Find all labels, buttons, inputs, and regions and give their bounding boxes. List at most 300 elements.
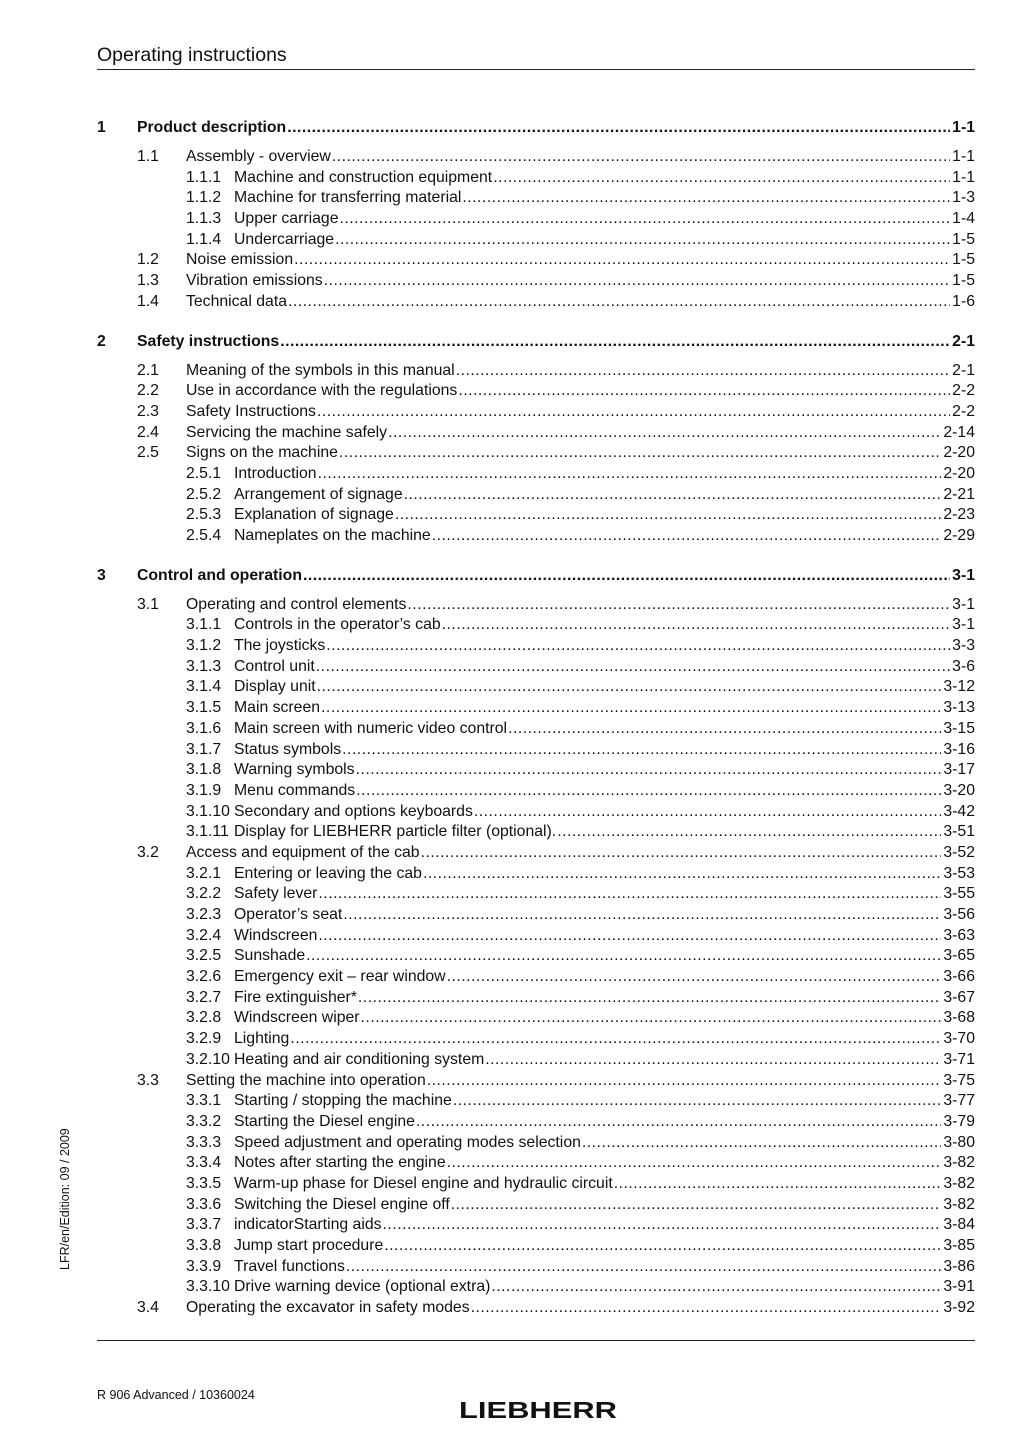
toc-entry-number: 3.2.6	[186, 968, 222, 986]
toc-entry-line	[234, 1133, 975, 1154]
toc-entry[interactable]	[97, 1215, 975, 1236]
toc-entry-page: 1-3	[952, 189, 975, 207]
toc-entry-page: 1-5	[952, 251, 975, 269]
toc-entry[interactable]	[97, 147, 975, 168]
toc-entry-line	[234, 1236, 975, 1257]
toc-dot-leader	[340, 209, 951, 230]
toc-entry[interactable]	[97, 1071, 975, 1092]
toc-dot-leader	[318, 884, 941, 905]
toc-entry-title: Safety lever	[234, 885, 318, 903]
toc-entry[interactable]	[97, 230, 975, 251]
toc-entry-title: Introduction	[234, 464, 317, 482]
toc-dot-leader	[317, 677, 942, 698]
toc-entry-number: 1.1.1	[186, 168, 222, 186]
toc-entry-number: 3.3.3	[186, 1133, 222, 1151]
toc-entry-page: 2-23	[943, 506, 975, 524]
toc-entry-number: 2.3	[137, 402, 159, 420]
toc-entry-line	[234, 188, 975, 209]
toc-entry-page: 1-1	[952, 119, 975, 136]
toc-entry-title: Display for LIEBHERR particle filter (optional).	[234, 823, 557, 841]
toc-entry[interactable]	[97, 636, 975, 657]
toc-entry-number: 3.4	[137, 1299, 159, 1317]
toc-entry[interactable]	[97, 1257, 975, 1278]
toc-entry[interactable]	[97, 443, 975, 464]
toc-entry-line	[234, 822, 975, 843]
toc-entry-number: 2.5.3	[186, 506, 222, 524]
toc-entry-number: 1.2	[137, 251, 159, 269]
toc-entry-line	[186, 423, 975, 444]
header-divider	[97, 69, 975, 70]
toc-dot-leader	[427, 1071, 942, 1092]
toc-entry[interactable]	[97, 1298, 975, 1319]
toc-entry-title: Vibration emissions	[186, 272, 323, 290]
toc-entry-number: 3.2	[137, 843, 159, 861]
toc-entry-number: 2.2	[137, 382, 159, 400]
toc-entry-title: Control unit	[234, 657, 315, 675]
toc-entry-page: 2-2	[952, 382, 975, 400]
toc-entry-page: 2-20	[943, 444, 975, 462]
toc-entry-number: 1.4	[137, 292, 159, 310]
toc-entry-number: 3.3.5	[186, 1174, 222, 1192]
toc-dot-leader	[287, 117, 950, 139]
toc-dot-leader	[356, 781, 941, 802]
toc-entry-line	[186, 361, 975, 382]
toc-entry-title: Operating and control elements	[186, 595, 407, 613]
toc-entry-number: 3.1.5	[186, 699, 222, 717]
toc-entry[interactable]	[97, 1153, 975, 1174]
toc-entry-line	[234, 1008, 975, 1029]
toc-entry-line	[234, 657, 975, 678]
toc-entry-page: 3-1	[952, 595, 975, 613]
toc-dot-leader	[458, 381, 950, 402]
toc-entry-number: 1.1.4	[186, 230, 222, 248]
toc-entry[interactable]	[97, 1091, 975, 1112]
toc-entry-title: Operator’s seat	[234, 906, 343, 923]
toc-entry[interactable]	[97, 1008, 975, 1029]
toc-entry[interactable]	[97, 884, 975, 905]
toc-entry-title: Nameplates on the machine	[234, 527, 431, 544]
toc-entry-line	[186, 595, 975, 616]
toc-dot-leader	[447, 1153, 942, 1174]
toc-entry[interactable]	[97, 802, 975, 823]
toc-entry-title: Setting the machine into operation	[186, 1071, 426, 1089]
toc-entry-page: 3-68	[943, 1009, 975, 1027]
toc-entry-page: 3-77	[943, 1092, 975, 1110]
toc-entry[interactable]	[97, 361, 975, 382]
toc-entry-page: 2-1	[952, 332, 975, 350]
toc-entry[interactable]	[97, 1236, 975, 1257]
toc-entry-line	[234, 1174, 975, 1195]
toc-entry-number: 3.1.2	[186, 637, 222, 655]
toc-entry-line	[186, 292, 975, 313]
toc-entry-title: Access and equipment of the cab	[186, 843, 420, 861]
toc-entry-page: 1-6	[952, 292, 975, 310]
toc-entry[interactable]	[97, 464, 975, 485]
toc-entry-page: 3-85	[943, 1237, 975, 1254]
toc-entry-title: Control and operation	[137, 566, 302, 584]
liebherr-logo	[458, 1398, 618, 1422]
toc-entry-page: 3-63	[943, 926, 975, 944]
toc-entry[interactable]	[97, 292, 975, 313]
toc-entry-page: 3-55	[943, 885, 975, 903]
toc-entry-line	[234, 967, 975, 988]
toc-entry-number: 3.1.7	[186, 740, 222, 758]
toc-entry[interactable]	[97, 331, 975, 353]
toc-entry-page: 3-52	[943, 843, 975, 861]
toc-entry-line	[186, 147, 975, 168]
toc-entry-number: 3.1.4	[186, 678, 222, 696]
toc-entry-page: 1-4	[952, 210, 975, 228]
toc-entry-title: Product description	[137, 119, 287, 136]
toc-entry[interactable]	[97, 677, 975, 698]
toc-entry[interactable]	[97, 402, 975, 423]
toc-dot-leader	[471, 1298, 942, 1319]
toc-entry[interactable]	[97, 822, 975, 843]
toc-entry-title: Starting / stopping the machine	[234, 1092, 452, 1110]
toc-dot-leader	[423, 864, 941, 885]
toc-entry-line	[234, 760, 975, 781]
toc-dot-leader	[343, 905, 941, 926]
toc-dot-leader	[474, 802, 942, 823]
toc-dot-leader	[614, 1174, 942, 1195]
toc-entry-title: Starting the Diesel engine	[234, 1112, 415, 1130]
toc-entry[interactable]	[97, 1195, 975, 1216]
toc-entry-number: 3.2.5	[186, 947, 222, 965]
toc-entry-page: 3-79	[943, 1112, 975, 1130]
toc-entry-line	[186, 1298, 975, 1319]
toc-dot-leader	[453, 1091, 942, 1112]
toc-entry-line	[137, 331, 975, 353]
toc-entry-line	[234, 740, 975, 761]
toc-entry-page: 3-67	[943, 988, 975, 1006]
toc-entry-number: 2.4	[137, 423, 159, 441]
toc-entry[interactable]	[97, 505, 975, 526]
toc-entry-page: 3-13	[943, 699, 975, 717]
toc-entry-page: 3-3	[952, 637, 975, 655]
toc-entry-title: Jump start procedure	[234, 1237, 384, 1254]
toc-entry-line	[186, 1071, 975, 1092]
toc-entry-page: 2-21	[943, 485, 975, 503]
logo-wordmark: LIEBHERR	[459, 1398, 618, 1422]
toc-entry[interactable]	[97, 740, 975, 761]
toc-entry[interactable]	[97, 946, 975, 967]
toc-entry-line	[137, 565, 975, 587]
toc-entry-line	[234, 781, 975, 802]
toc-entry[interactable]	[97, 1277, 975, 1298]
toc-entry-title: Travel functions	[234, 1257, 345, 1275]
toc-entry-number: 3.1.8	[186, 761, 222, 779]
toc-dot-leader	[321, 698, 941, 719]
toc-entry-line	[234, 464, 975, 485]
toc-entry-title: Machine and construction equipment	[234, 168, 493, 186]
toc-entry-number: 3.3.4	[186, 1154, 222, 1172]
toc-entry-page: 2-20	[943, 464, 975, 482]
toc-entry-page: 3-91	[943, 1278, 975, 1296]
toc-entry-title: Noise emission	[186, 251, 294, 269]
toc-entry[interactable]	[97, 565, 975, 587]
toc-entry[interactable]	[97, 1112, 975, 1133]
toc-entry-title: Undercarriage	[234, 230, 335, 248]
toc-entry-line	[234, 636, 975, 657]
toc-entry-line	[234, 946, 975, 967]
toc-entry-number: 3.1.3	[186, 657, 222, 675]
toc-entry-line	[234, 905, 975, 926]
toc-entry-title: Operating the excavator in safety modes	[186, 1299, 470, 1317]
toc-entry[interactable]	[97, 1133, 975, 1154]
toc-dot-leader	[383, 1215, 942, 1236]
toc-entry-line	[234, 864, 975, 885]
toc-entry[interactable]	[97, 1029, 975, 1050]
toc-entry-title: Meaning of the symbols in this manual	[186, 361, 455, 379]
toc-entry-page: 3-84	[943, 1216, 975, 1234]
toc-entry[interactable]	[97, 1174, 975, 1195]
toc-dot-leader	[404, 485, 942, 506]
toc-dot-leader	[451, 1195, 942, 1216]
toc-entry-line	[186, 843, 975, 864]
toc-entry-title: Safety instructions	[137, 332, 280, 350]
toc-entry-number: 3.2.3	[186, 906, 222, 923]
toc-entry-line	[234, 719, 975, 740]
toc-entry-title: The joysticks	[234, 637, 326, 655]
toc-entry-line	[137, 117, 975, 139]
toc-entry-line	[186, 381, 975, 402]
toc-dot-leader	[324, 271, 950, 292]
toc-entry-number: 3.1.10	[186, 802, 230, 820]
toc-entry[interactable]	[97, 1050, 975, 1071]
toc-entry-page: 2-2	[952, 402, 975, 420]
toc-entry-title: Notes after starting the engine	[234, 1154, 446, 1172]
toc-dot-leader	[356, 760, 942, 781]
toc-entry-number: 2.5	[137, 444, 159, 462]
toc-entry-line	[234, 884, 975, 905]
toc-entry-line	[186, 271, 975, 292]
toc-dot-leader	[326, 636, 950, 657]
toc-entry[interactable]	[97, 250, 975, 271]
toc-entry-page: 3-16	[943, 740, 975, 758]
toc-entry-number: 3	[97, 566, 106, 584]
toc-entry-line	[234, 505, 975, 526]
toc-dot-leader	[485, 1050, 941, 1071]
toc-entry-number: 2.5.2	[186, 485, 222, 503]
toc-dot-leader	[416, 1112, 941, 1133]
toc-entry-page: 3-66	[943, 968, 975, 986]
toc-entry-title: Explanation of signage	[234, 506, 394, 524]
toc-entry-line	[186, 443, 975, 464]
toc-dot-leader	[342, 740, 941, 761]
toc-entry-line	[234, 1029, 975, 1050]
toc-entry-number: 3.3.6	[186, 1195, 222, 1213]
toc-dot-leader	[318, 926, 941, 947]
toc-entry-number: 3.1	[137, 595, 159, 613]
toc-dot-leader	[456, 361, 950, 382]
toc-dot-leader	[491, 1277, 941, 1298]
toc-entry[interactable]	[97, 760, 975, 781]
toc-entry[interactable]	[97, 698, 975, 719]
toc-entry-title: Servicing the machine safely	[186, 423, 388, 441]
toc-entry-title: Status symbols	[234, 740, 342, 758]
toc-entry-title: Use in accordance with the regulations	[186, 382, 458, 400]
toc-entry-title: Upper carriage	[234, 210, 339, 228]
footer-divider	[97, 1340, 975, 1341]
toc-entry-page: 3-56	[943, 906, 975, 923]
toc-entry[interactable]	[97, 526, 975, 547]
toc-entry-number: 2	[97, 332, 106, 350]
toc-entry-title: Secondary and options keyboards	[234, 802, 473, 820]
toc-entry-number: 3.3.2	[186, 1112, 222, 1130]
toc-entry-page: 3-82	[943, 1174, 975, 1192]
toc-entry[interactable]	[97, 719, 975, 740]
toc-entry-number: 3.2.9	[186, 1030, 222, 1048]
toc-entry-page: 2-29	[943, 527, 975, 544]
toc-entry-page: 3-82	[943, 1154, 975, 1172]
toc-dot-leader	[447, 967, 942, 988]
toc-entry-title: Safety Instructions	[186, 402, 316, 420]
edition-label: LFR/en/Edition: 09 / 2009	[58, 1128, 72, 1270]
toc-entry-page: 3-86	[943, 1257, 975, 1275]
toc-entry[interactable]	[97, 117, 975, 139]
document-number: R 906 Advanced / 10360024	[97, 1388, 255, 1402]
toc-entry-line	[234, 1277, 975, 1298]
toc-dot-leader	[339, 443, 941, 464]
toc-entry-title: Warm-up phase for Diesel engine and hydraulic circuit	[234, 1174, 613, 1192]
toc-dot-leader	[462, 188, 950, 209]
toc-entry-line	[234, 1153, 975, 1174]
toc-entry-page: 3-65	[943, 947, 975, 965]
toc-entry-title: Windscreen wiper	[234, 1009, 360, 1027]
toc-entry-title: Warning symbols	[234, 761, 355, 779]
toc-entry-line	[234, 926, 975, 947]
toc-entry-number: 3.2.8	[186, 1009, 222, 1027]
toc-dot-leader	[388, 423, 941, 444]
toc-entry[interactable]	[97, 485, 975, 506]
toc-dot-leader	[303, 565, 950, 587]
toc-entry-number: 3.3.10	[186, 1278, 230, 1296]
toc-entry-number: 3.1.11	[186, 823, 229, 841]
toc-entry-title: Heating and air conditioning system	[234, 1050, 485, 1068]
toc-dot-leader	[290, 1029, 941, 1050]
toc-entry[interactable]	[97, 657, 975, 678]
toc-entry-page: 1-1	[952, 148, 975, 165]
toc-entry[interactable]	[97, 595, 975, 616]
toc-dot-leader	[432, 526, 942, 547]
toc-entry-number: 3.1.1	[186, 616, 222, 634]
toc-entry-line	[186, 250, 975, 271]
toc-dot-leader	[318, 464, 942, 485]
toc-dot-leader	[335, 230, 950, 251]
toc-entry[interactable]	[97, 905, 975, 926]
toc-entry-number: 3.3.9	[186, 1257, 222, 1275]
toc-dot-leader	[294, 250, 950, 271]
toc-entry[interactable]	[97, 843, 975, 864]
toc-entry-title: Drive warning device (optional extra)	[234, 1278, 491, 1296]
toc-entry-line	[234, 1257, 975, 1278]
toc-entry-title: Switching the Diesel engine off	[234, 1195, 450, 1213]
toc-entry-page: 3-12	[943, 678, 975, 696]
toc-entry-line	[234, 1091, 975, 1112]
toc-entry-number: 3.2.10	[186, 1050, 230, 1068]
toc-entry-number: 2.5.1	[186, 464, 222, 482]
toc-entry[interactable]	[97, 381, 975, 402]
toc-entry-number: 3.1.9	[186, 781, 222, 799]
toc-entry-title: Lighting	[234, 1030, 290, 1048]
toc-entry-line	[234, 1215, 975, 1236]
toc-dot-leader	[317, 402, 950, 423]
toc-entry-number: 3.2.4	[186, 926, 222, 944]
toc-entry-page: 3-1	[952, 566, 975, 584]
toc-dot-leader	[358, 988, 941, 1009]
toc-entry-title: Technical data	[186, 292, 287, 310]
table-of-contents	[97, 117, 975, 1319]
toc-entry-page: 3-82	[943, 1195, 975, 1213]
toc-entry[interactable]	[97, 988, 975, 1009]
toc-entry[interactable]	[97, 168, 975, 189]
toc-entry-number: 3.3.7	[186, 1216, 222, 1234]
toc-entry[interactable]	[97, 209, 975, 230]
toc-entry-page: 3-15	[943, 719, 975, 737]
toc-entry-line	[234, 698, 975, 719]
toc-dot-leader	[442, 615, 951, 636]
toc-dot-leader	[508, 719, 941, 740]
toc-entry-title: Menu commands	[234, 781, 356, 799]
toc-entry-page: 2-14	[943, 423, 975, 441]
toc-entry-title: Arrangement of signage	[234, 485, 403, 503]
toc-entry-title: Display unit	[234, 678, 316, 696]
toc-entry-page: 2-1	[952, 361, 975, 379]
toc-entry[interactable]	[97, 781, 975, 802]
toc-entry-line	[234, 988, 975, 1009]
toc-entry-number: 1.3	[137, 272, 159, 290]
toc-entry-number: 2.1	[137, 361, 159, 379]
toc-entry-page: 3-53	[943, 864, 975, 882]
toc-entry[interactable]	[97, 188, 975, 209]
toc-entry-number: 3.2.2	[186, 885, 222, 903]
toc-entry-line	[234, 1112, 975, 1133]
toc-entry[interactable]	[97, 967, 975, 988]
toc-entry-title: Emergency exit – rear window	[234, 968, 446, 986]
toc-entry-title: Machine for transferring material	[234, 189, 462, 207]
toc-entry-page: 3-51	[943, 823, 975, 841]
toc-dot-leader	[361, 1008, 942, 1029]
toc-entry[interactable]	[97, 926, 975, 947]
toc-entry-page: 3-20	[943, 781, 975, 799]
toc-entry[interactable]	[97, 864, 975, 885]
toc-entry-page: 3-1	[952, 616, 975, 634]
toc-dot-leader	[316, 657, 950, 678]
toc-entry-page: 3-75	[943, 1071, 975, 1089]
toc-entry-line	[234, 168, 975, 189]
toc-entry-line	[234, 526, 975, 547]
toc-dot-leader	[582, 1133, 941, 1154]
toc-entry-number: 1.1	[137, 148, 159, 165]
toc-dot-leader	[407, 595, 950, 616]
toc-entry[interactable]	[97, 615, 975, 636]
toc-entry-title: Fire extinguisher*	[234, 988, 357, 1006]
toc-entry[interactable]	[97, 423, 975, 444]
toc-entry-page: 3-80	[943, 1133, 975, 1151]
toc-entry[interactable]	[97, 271, 975, 292]
toc-entry-title: Entering or leaving the cab	[234, 864, 422, 882]
toc-entry-number: 3.3.1	[186, 1092, 222, 1110]
toc-entry-page: 3-70	[943, 1030, 975, 1048]
toc-entry-page: 3-71	[943, 1050, 975, 1068]
toc-entry-title: Controls in the operator’s cab	[234, 616, 441, 634]
toc-dot-leader	[306, 946, 941, 967]
toc-entry-line	[234, 1195, 975, 1216]
toc-entry-number: 3.1.6	[186, 719, 222, 737]
toc-entry-number: 1.1.2	[186, 189, 222, 207]
toc-entry-title: indicatorStarting aids	[234, 1216, 382, 1234]
toc-entry-number: 3.2.7	[186, 988, 222, 1006]
